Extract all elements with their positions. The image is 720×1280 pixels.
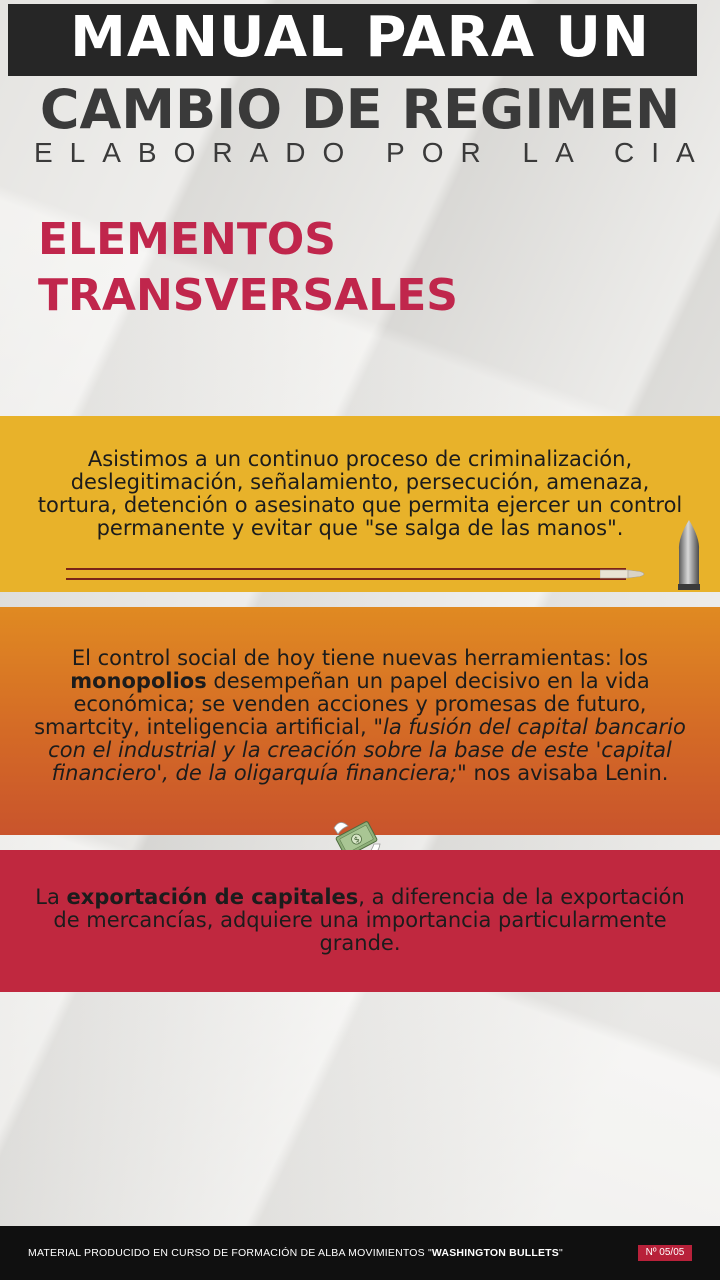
bullet-icon <box>600 567 648 581</box>
info-band-capital-export <box>0 850 720 992</box>
footer-course-name: WASHINGTON BULLETS <box>431 1247 559 1259</box>
footer-bar <box>0 1226 720 1280</box>
band-3-text-part: , a diferencia de la exportación de mercancías, adquiere una importancia particularmente grande. <box>53 885 685 955</box>
title-subtitle: ELABORADO POR LA CIA <box>34 137 712 168</box>
title-line-2: CAMBIO DE REGIMEN <box>39 78 681 141</box>
divider-line <box>66 568 626 570</box>
band-2-text-part: desempeñan un papel decisivo en la vida económica; se venden acciones y promesas de futuro, smartcity, inteligencia artificial, " <box>34 669 650 739</box>
divider-line <box>66 578 626 580</box>
band-2-text-part: " nos avisaba Lenin. <box>457 761 669 785</box>
footer-credit-suffix: " <box>558 1247 563 1259</box>
footer-credit <box>28 1247 628 1259</box>
band-1-text-part: Asistimos a un continuo proceso de criminalización, deslegitimación, señalamiento, persecución, amenaza, tortura, detención o asesinato que permita ejercer un control permanente y evitar que "se salga de las manos". <box>37 447 683 540</box>
info-band-social-control <box>0 607 720 835</box>
band-2-text-part: El control social de hoy tiene nuevas herramientas: los <box>71 646 649 670</box>
band-2-quote: la fusión del capital bancario con el industrial y la creación sobre la base de este 'capital financiero', de la oligarquía financiera; <box>48 715 686 785</box>
band-3-text-part: La <box>35 885 67 909</box>
band-1-text <box>30 448 690 540</box>
band-2-text <box>30 647 690 785</box>
band-2-bold-term: monopolios <box>70 669 207 693</box>
band-3-text <box>30 886 690 955</box>
svg-text:$: $ <box>352 834 362 845</box>
section-heading: ELEMENTOS TRANSVERSALES <box>38 214 458 321</box>
footer-credit-prefix: MATERIAL PRODUCIDO EN CURSO DE FORMACIÓN DE ALBA MOVIMIENTOS " <box>28 1247 432 1259</box>
title-line-1: MANUAL PARA UN <box>70 5 650 70</box>
bullet-icon <box>676 520 702 590</box>
info-band-criminalization <box>0 416 720 592</box>
band-3-bold-term: exportación de capitales <box>66 885 359 909</box>
page-number-badge: Nº 05/05 <box>638 1245 692 1261</box>
